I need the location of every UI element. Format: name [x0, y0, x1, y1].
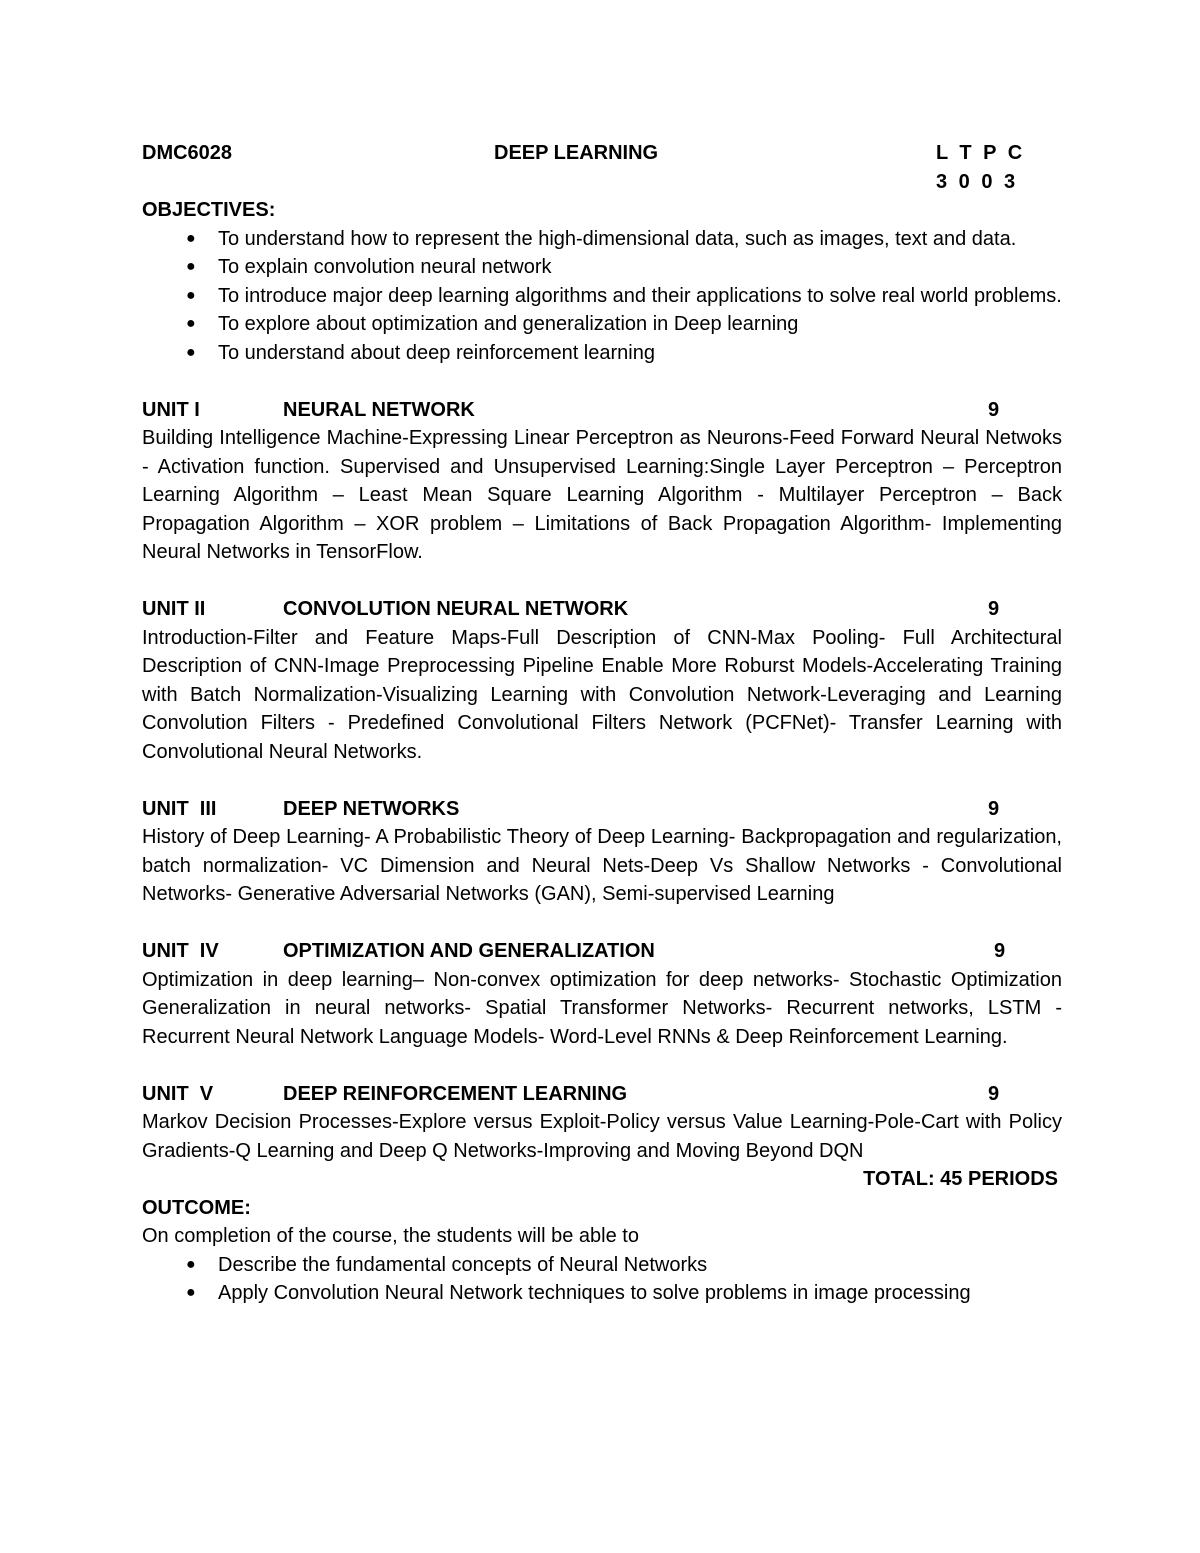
unit-hours: 9 [994, 940, 1006, 962]
unit-description: Building Intelligence Machine-Expressing Linear Perceptron as Neurons-Feed Forward Neural Netwoks - Activation function. Supervised and Unsupervised Learning:Single Layer Perceptron – Perceptron Learning Algorithm – Least Mean Square Learning Algorithm - Multilayer Perceptron – Back Propagation Algorithm – XOR problem – Limitations of Back Propagation Algorithm- Implementing Neural Networks in TensorFlow. [142, 427, 1062, 563]
unit-hours: 9 [988, 398, 1000, 421]
course-code: DMC6028 [142, 142, 233, 164]
objectives-heading: OBJECTIVES: [142, 199, 276, 221]
bullet-icon: ● [186, 1255, 196, 1273]
unit-description: Markov Decision Processes-Explore versus Exploit-Policy versus Value Learning-Pole-Cart with Policy Gradients-Q Learning and Deep Q Networks-Improving and Moving Beyond DQN [142, 1111, 1062, 1162]
unit-label: UNIT IV [142, 940, 219, 962]
list-item [142, 1251, 1062, 1280]
unit-heading [142, 1080, 1062, 1109]
outcome-intro: On completion of the course, the students will be able to [142, 1225, 639, 1247]
unit-title: DEEP NETWORKS [283, 797, 460, 820]
ltpc-row [142, 168, 1062, 197]
ltpc-values: 3 0 0 3 [936, 170, 1019, 193]
syllabus-page [142, 139, 1062, 1308]
unit-description: History of Deep Learning- A Probabilistic Theory of Deep Learning- Backpropagation and regularization, batch normalization- VC Dimension and Neural Nets-Deep Vs Shallow Networks - Convolutional Networks- Generative Adversarial Networks (GAN), Semi-supervised Learning [142, 826, 1062, 905]
unit-heading [142, 396, 1062, 425]
bullet-icon: ● [186, 343, 196, 361]
objective-text: To explain convolution neural network [218, 256, 552, 278]
unit-label: UNIT V [142, 1082, 214, 1105]
course-header [142, 139, 1062, 168]
objective-text: To introduce major deep learning algorithms and their applications to solve real world problems. [218, 284, 1062, 307]
unit-label: UNIT II [142, 598, 206, 620]
unit-label: UNIT III [142, 797, 217, 820]
unit-hours: 9 [988, 598, 1000, 620]
bullet-icon: ● [186, 286, 196, 304]
unit-title: DEEP REINFORCEMENT LEARNING [283, 1082, 628, 1105]
total-periods: TOTAL: 45 PERIODS [863, 1168, 1058, 1190]
objectives-list [142, 225, 1062, 368]
objective-text: To explore about optimization and generalization in Deep learning [218, 313, 799, 335]
outcome-text: Apply Convolution Neural Network techniques to solve problems in image processing [218, 1282, 971, 1304]
bullet-icon: ● [186, 1284, 196, 1301]
list-item [142, 282, 1062, 311]
unit-heading [142, 795, 1062, 824]
unit-hours: 9 [988, 1082, 1000, 1105]
outcome-list [142, 1251, 1062, 1308]
unit-heading [142, 937, 1062, 966]
unit-heading [142, 595, 1062, 624]
course-title: DEEP LEARNING [494, 142, 659, 164]
bullet-icon: ● [186, 258, 196, 275]
ltpc-label: L T P C [936, 142, 1026, 164]
unit-title: CONVOLUTION NEURAL NETWORK [283, 598, 629, 620]
unit-hours: 9 [988, 797, 1000, 820]
unit-description: Introduction-Filter and Feature Maps-Full Description of CNN-Max Pooling- Full Architectural Description of CNN-Image Preprocessing Pipeline Enable More Roburst Models-Accelerating Training with Batch Normalization-Visualizing Learning with Convolution Network-Leveraging and Learning Convolution Filters - Predefined Convolutional Filters Network (PCFNet)- Transfer Learning with Convolutional Neural Networks. [142, 626, 1062, 763]
list-item [142, 225, 1062, 254]
objective-text: To understand how to represent the high-dimensional data, such as images, text and data. [218, 227, 1017, 250]
unit-title: OPTIMIZATION AND GENERALIZATION [283, 940, 655, 962]
list-item [142, 339, 1062, 368]
unit-label: UNIT I [142, 398, 200, 421]
outcome-text: Describe the fundamental concepts of Neural Networks [218, 1253, 708, 1276]
list-item [142, 310, 1062, 339]
outcome-heading: OUTCOME: [142, 1196, 251, 1219]
unit-title: NEURAL NETWORK [283, 398, 475, 421]
unit-description: Optimization in deep learning– Non-convex optimization for deep networks- Stochastic Optimization Generalization in neural networks- Spatial Transformer Networks- Recurrent networks, LSTM - Recurrent Neural Network Language Models- Word-Level RNNs & Deep Reinforcement Learning. [142, 968, 1062, 1048]
bullet-icon: ● [186, 229, 196, 247]
bullet-icon: ● [186, 315, 196, 332]
list-item [142, 1279, 1062, 1308]
list-item [142, 253, 1062, 282]
objective-text: To understand about deep reinforcement learning [218, 341, 655, 364]
